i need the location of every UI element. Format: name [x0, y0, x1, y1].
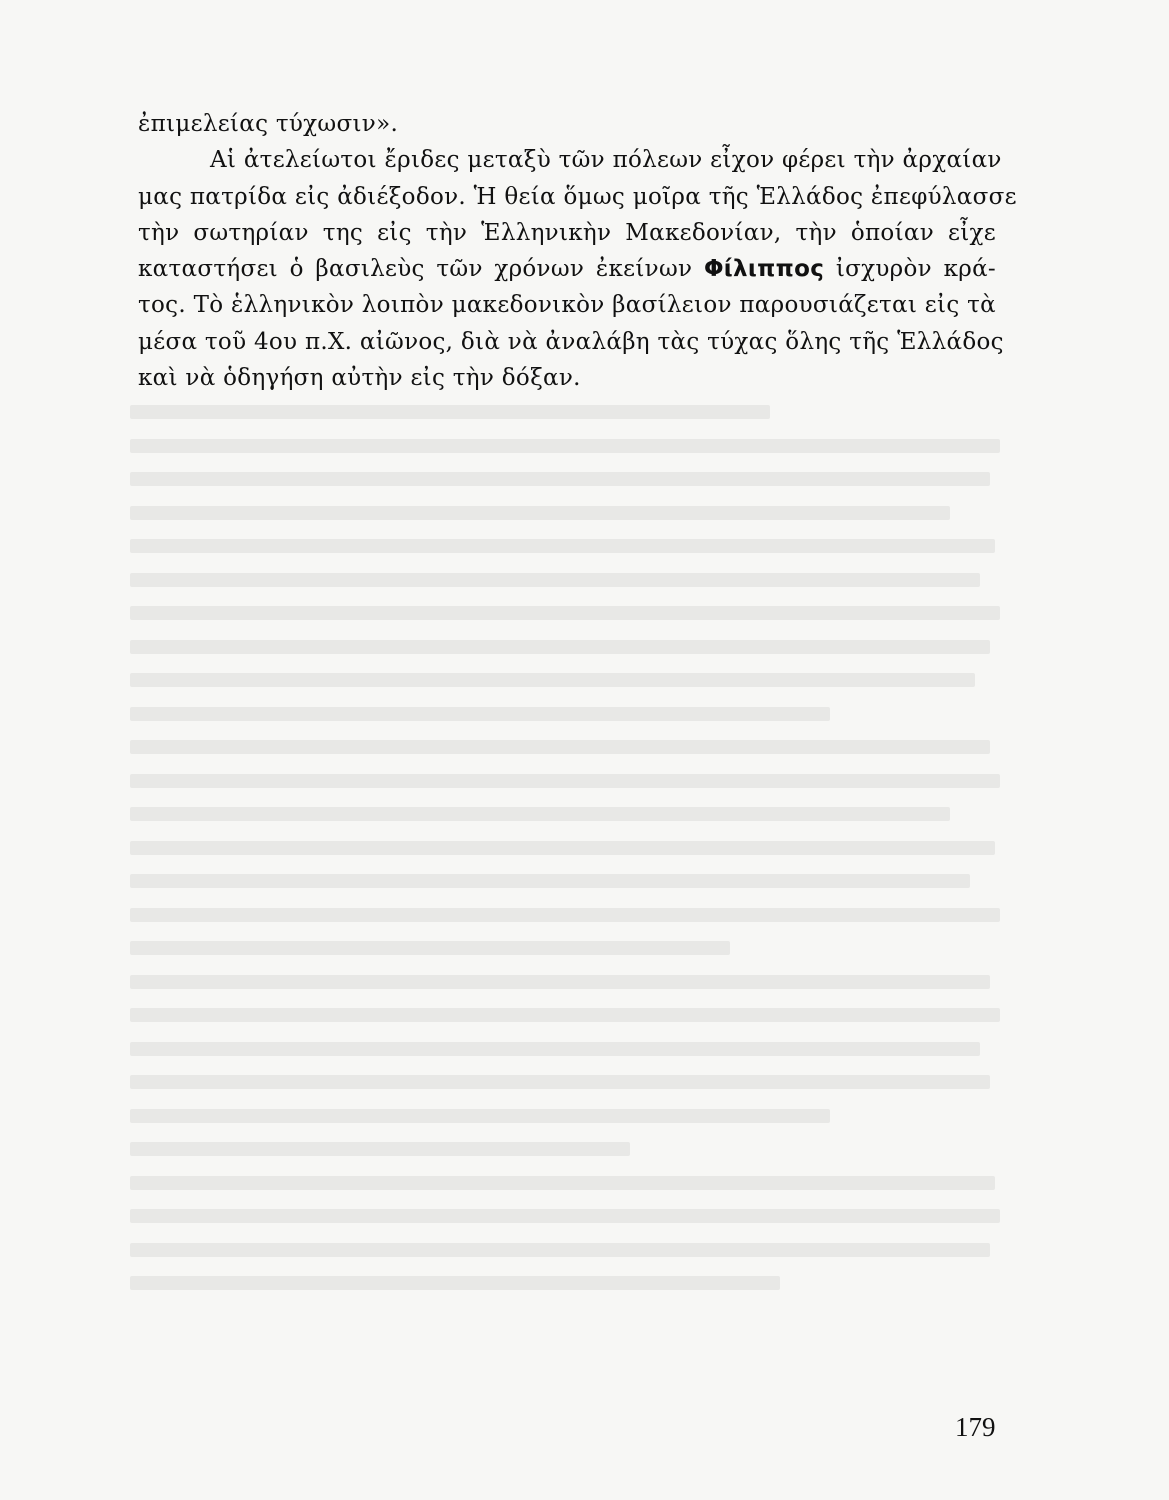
- text-line: Αἱ ἀτελείωτοι ἔριδες μεταξὺ τῶν πόλεων εἶχον φέρει τὴν ἀρχαίαν: [210, 147, 1002, 174]
- reverse-side-bleed-through: [130, 395, 1010, 1300]
- text-line: ἐπιμελείας τύχωσιν».: [138, 111, 399, 137]
- text-line: μέσα τοῦ 4ου π.Χ. αἰῶνος, διὰ νὰ ἀναλάβη τὰς τύχας ὅλης τῆς Ἑλλάδος: [138, 328, 1004, 355]
- text-segment: καταστήσει ὁ βασιλεὺς τῶν χρόνων ἐκείνων: [138, 256, 693, 283]
- text-line: τὴν σωτηρίαν της εἰς τὴν Ἑλληνικὴν Μακεδονίαν, τὴν ὁποίαν εἶχε: [138, 219, 996, 246]
- text-line: [138, 251, 996, 287]
- text-line: τος. Τὸ ἑλληνικὸν λοιπὸν μακεδονικὸν βασίλειον παρουσιάζεται εἰς τὰ: [138, 292, 996, 319]
- text-segment: ἰσχυρὸν κρά-: [835, 256, 996, 283]
- text-line: μας πατρίδα εἰς ἀδιέξοδον. Ἡ θεία ὅμως μοῖρα τῆς Ἑλλάδος ἐπεφύλασσε: [138, 183, 1017, 210]
- page-number: 179: [955, 1412, 996, 1442]
- body-text: [138, 106, 1017, 396]
- emphasized-name: Φίλιππος: [703, 256, 825, 283]
- text-line: καὶ νὰ ὁδηγήση αὐτὴν εἰς τὴν δόξαν.: [138, 365, 581, 392]
